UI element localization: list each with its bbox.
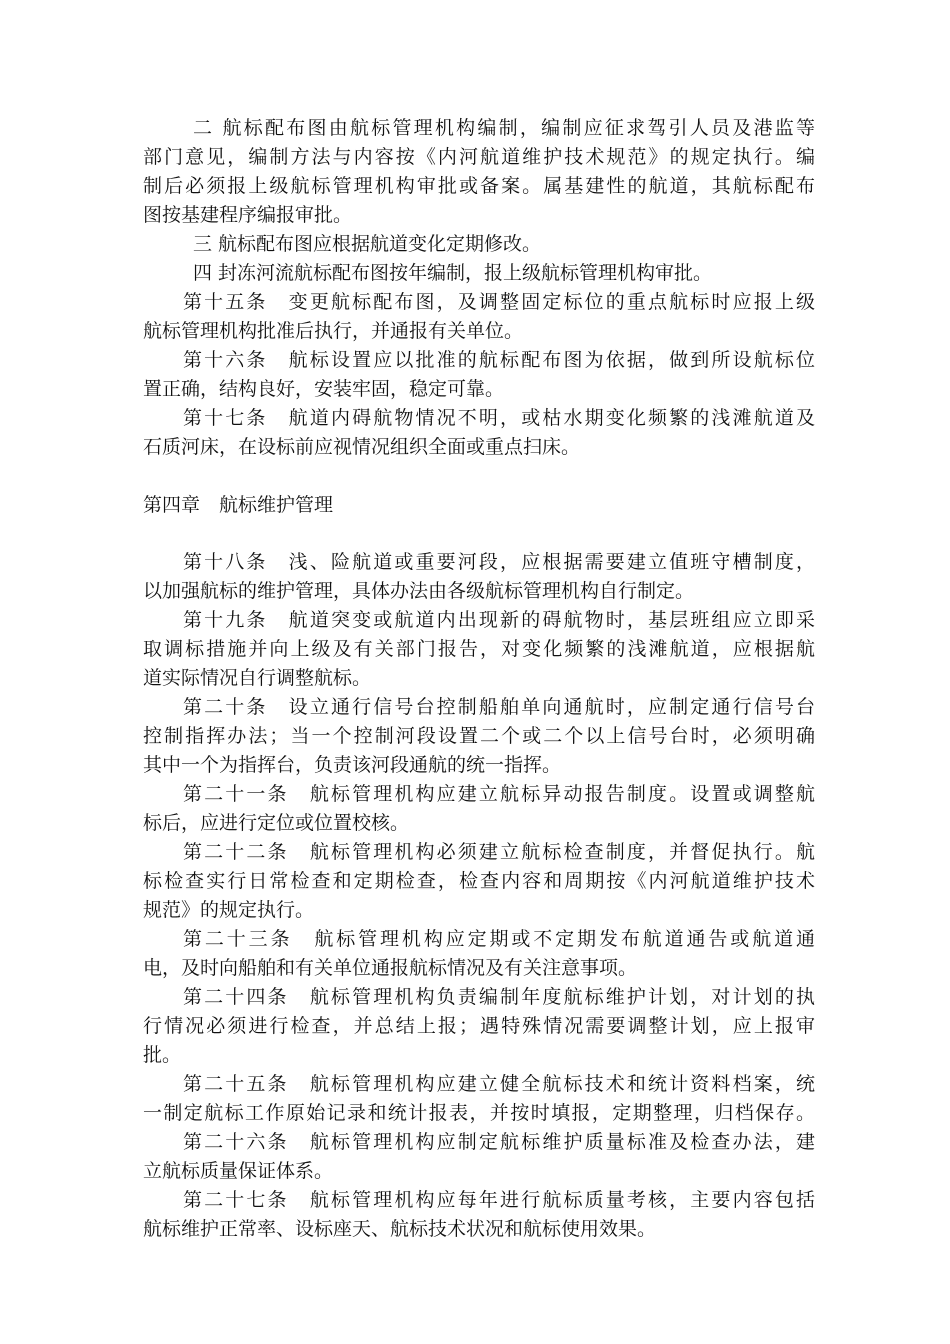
text-line: 取调标措施并向上级及有关部门报告，对变化频繁的浅滩航道，应根据航 [143, 638, 815, 660]
text-line: 道实际情况自行调整航标。 [143, 667, 372, 689]
text-line: 置正确，结构良好，安装牢固，稳定可靠。 [143, 378, 505, 400]
text-line: 部门意见，编制方法与内容按《内河航道维护技术规范》的规定执行。编 [143, 146, 815, 168]
text-line: 第十六条 航标设置应以批准的航标配布图为依据，做到所设航标位 [183, 349, 815, 371]
text-line: 立航标质量保证体系。 [143, 1160, 334, 1182]
document-page [143, 114, 815, 1244]
text-line: 第二十三条 航标管理机构应定期或不定期发布航道通告或航道通 [183, 928, 815, 950]
text-line: 其中一个为指挥台，负责该河段通航的统一指挥。 [143, 754, 562, 776]
text-line: 石质河床，在设标前应视情况组织全面或重点扫床。 [143, 436, 581, 458]
text-line: 第二十五条 航标管理机构应建立健全航标技术和统计资料档案，统 [183, 1073, 815, 1095]
text-line: 标后，应进行定位或位置校核。 [143, 812, 410, 834]
text-line: 第二十七条 航标管理机构应每年进行航标质量考核，主要内容包括 [183, 1189, 815, 1211]
text-line: 二 航标配布图由航标管理机构编制，编制应征求驾引人员及港监等 [193, 117, 815, 139]
text-line: 三 航标配布图应根据航道变化定期修改。 [193, 233, 542, 255]
text-line: 航标维护正常率、设标座天、航标技术状况和航标使用效果。 [143, 1218, 657, 1240]
text-line: 航标管理机构批准后执行，并通报有关单位。 [143, 320, 524, 342]
text-line: 第二十条 设立通行信号台控制船舶单向通航时，应制定通行信号台 [183, 696, 815, 718]
chapter-heading: 第四章 航标维护管理 [143, 494, 334, 516]
text-line: 电，及时向船舶和有关单位通报航标情况及有关注意事项。 [143, 957, 638, 979]
text-line: 第二十一条 航标管理机构应建立航标异动报告制度。设置或调整航 [183, 783, 815, 805]
text-line: 以加强航标的维护管理，具体办法由各级航标管理机构自行制定。 [143, 580, 695, 602]
text-line: 制后必须报上级航标管理机构审批或备案。属基建性的航道，其航标配布 [143, 175, 815, 197]
text-line: 第十七条 航道内碍航物情况不明，或枯水期变化频繁的浅滩航道及 [183, 407, 815, 429]
text-line: 第十九条 航道突变或航道内出现新的碍航物时，基层班组应立即采 [183, 609, 815, 631]
text-line: 规范》的规定执行。 [143, 899, 315, 921]
text-line: 图按基建程序编报审批。 [143, 204, 353, 226]
text-line: 第十五条 变更航标配布图，及调整固定标位的重点航标时应报上级 [183, 291, 815, 313]
text-line: 行情况必须进行检查，并总结上报；遇特殊情况需要调整计划，应上报审 [143, 1015, 815, 1037]
text-line: 四 封冻河流航标配布图按年编制，报上级航标管理机构审批。 [193, 262, 713, 284]
text-line: 一制定航标工作原始记录和统计报表，并按时填报，定期整理，归档保存。 [143, 1102, 815, 1124]
text-line: 第二十二条 航标管理机构必须建立航标检查制度，并督促执行。航 [183, 841, 815, 863]
text-line: 批。 [143, 1044, 182, 1066]
text-line: 第二十四条 航标管理机构负责编制年度航标维护计划，对计划的执 [183, 986, 815, 1008]
text-line: 控制指挥办法；当一个控制河段设置二个或二个以上信号台时，必须明确 [143, 725, 815, 747]
text-line: 第二十六条 航标管理机构应制定航标维护质量标准及检查办法，建 [183, 1131, 815, 1153]
text-line: 标检查实行日常检查和定期检查，检查内容和周期按《内河航道维护技术 [143, 870, 815, 892]
text-line: 第十八条 浅、险航道或重要河段，应根据需要建立值班守槽制度， [183, 551, 815, 573]
